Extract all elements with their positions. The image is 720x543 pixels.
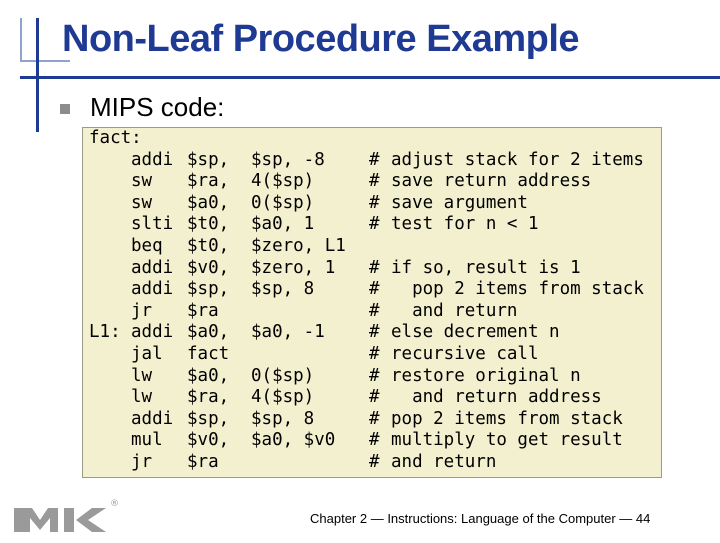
code-line xyxy=(83,171,663,193)
code-operand: $t0, xyxy=(187,236,230,256)
code-comment: restore original n xyxy=(391,365,581,386)
code-operand: 0($sp) xyxy=(251,192,315,213)
code-opcode: jal xyxy=(131,344,163,364)
decorative-frame-line xyxy=(20,18,22,60)
code-opcode: sw xyxy=(131,192,153,213)
code-operand: $zero, 1 xyxy=(251,257,336,278)
code-line xyxy=(83,409,663,431)
code-operand: $ra xyxy=(187,300,219,321)
code-opcode: addi xyxy=(131,322,174,343)
code-operand: $sp, xyxy=(187,149,230,170)
slide-title: Non-Leaf Procedure Example xyxy=(62,18,580,60)
mk-publisher-logo-icon xyxy=(14,498,119,543)
code-line xyxy=(83,301,663,323)
code-line xyxy=(83,279,663,301)
code-operand: $sp, -8 xyxy=(251,149,325,170)
code-operand: $zero, L1 xyxy=(251,236,346,256)
slide-footer: Chapter 2 — Instructions: Language of the Computer — 44 xyxy=(310,511,651,526)
code-comment: recursive call xyxy=(391,344,539,364)
code-operand: $t0, xyxy=(187,214,230,235)
code-operand: $a0, xyxy=(187,322,230,343)
code-operand: $sp, 8 xyxy=(251,408,315,429)
code-comment-marker: # xyxy=(369,322,380,343)
code-label: fact: xyxy=(89,128,142,148)
code-opcode: addi xyxy=(131,279,174,300)
code-operand: $a0, $v0 xyxy=(251,430,336,451)
code-operand: 0($sp) xyxy=(251,365,315,386)
code-operand: $v0, xyxy=(187,430,230,451)
code-comment: and return xyxy=(391,452,497,472)
code-opcode: addi xyxy=(131,149,174,170)
code-line xyxy=(83,236,663,258)
code-operand: $v0, xyxy=(187,257,230,278)
code-line xyxy=(83,150,663,172)
code-comment: adjust stack for 2 items xyxy=(391,149,644,170)
code-comment-marker: # xyxy=(369,149,380,170)
code-comment: pop 2 items from stack xyxy=(391,408,623,429)
code-operand: $a0, xyxy=(187,192,230,213)
code-comment-marker: # xyxy=(369,171,380,192)
code-line xyxy=(83,430,663,452)
code-operand: $a0, -1 xyxy=(251,322,325,343)
bullet-icon xyxy=(60,104,70,114)
code-comment: and return address xyxy=(391,387,602,408)
code-line xyxy=(83,387,663,409)
code-operand: $ra, xyxy=(187,171,230,192)
code-comment: and return xyxy=(391,300,518,321)
code-comment-marker: # xyxy=(369,192,380,213)
code-operand: $sp, xyxy=(187,408,230,429)
registered-mark: ® xyxy=(110,499,119,509)
code-opcode: addi xyxy=(131,408,174,429)
code-line xyxy=(83,193,663,215)
code-line xyxy=(83,344,663,366)
code-line xyxy=(83,322,663,344)
code-comment-marker: # xyxy=(369,300,380,321)
code-opcode: lw xyxy=(131,387,153,408)
code-comment-marker: # xyxy=(369,365,380,386)
title-underline xyxy=(20,76,720,79)
code-comment: test for n < 1 xyxy=(391,214,539,235)
code-line xyxy=(83,452,663,474)
code-line xyxy=(83,258,663,280)
decorative-frame-line xyxy=(36,18,39,132)
code-label: L1: xyxy=(89,322,121,343)
code-comment-marker: # xyxy=(369,430,380,451)
code-operand: $sp, xyxy=(187,279,230,300)
code-operand: fact xyxy=(187,344,230,364)
code-comment-marker: # xyxy=(369,344,380,364)
code-operand: $ra, xyxy=(187,387,230,408)
code-comment-marker: # xyxy=(369,387,380,408)
code-operand: $ra xyxy=(187,452,219,472)
bullet-text: MIPS code: xyxy=(90,92,225,122)
code-comment: save argument xyxy=(391,192,528,213)
code-comment: if so, result is 1 xyxy=(391,257,581,278)
code-comment-marker: # xyxy=(369,214,380,235)
code-opcode: sw xyxy=(131,171,153,192)
code-line xyxy=(83,366,663,388)
code-opcode: jr xyxy=(131,300,153,321)
code-comment: pop 2 items from stack xyxy=(391,279,644,300)
code-comment-marker: # xyxy=(369,257,380,278)
code-opcode: beq xyxy=(131,236,163,256)
code-comment: save return address xyxy=(391,171,592,192)
code-operand: $a0, xyxy=(187,365,230,386)
code-block xyxy=(82,127,662,478)
code-opcode: lw xyxy=(131,365,153,386)
code-opcode: mul xyxy=(131,430,163,451)
code-comment-marker: # xyxy=(369,408,380,429)
code-opcode: slti xyxy=(131,214,174,235)
code-comment-marker: # xyxy=(369,279,380,300)
code-line xyxy=(83,128,663,150)
code-opcode: jr xyxy=(131,452,153,472)
code-comment: multiply to get result xyxy=(391,430,623,451)
code-opcode: addi xyxy=(131,257,174,278)
code-comment: else decrement n xyxy=(391,322,560,343)
code-operand: 4($sp) xyxy=(251,387,315,408)
code-comment-marker: # xyxy=(369,452,380,472)
code-operand: 4($sp) xyxy=(251,171,315,192)
code-operand: $a0, 1 xyxy=(251,214,315,235)
code-operand: $sp, 8 xyxy=(251,279,315,300)
code-line xyxy=(83,214,663,236)
